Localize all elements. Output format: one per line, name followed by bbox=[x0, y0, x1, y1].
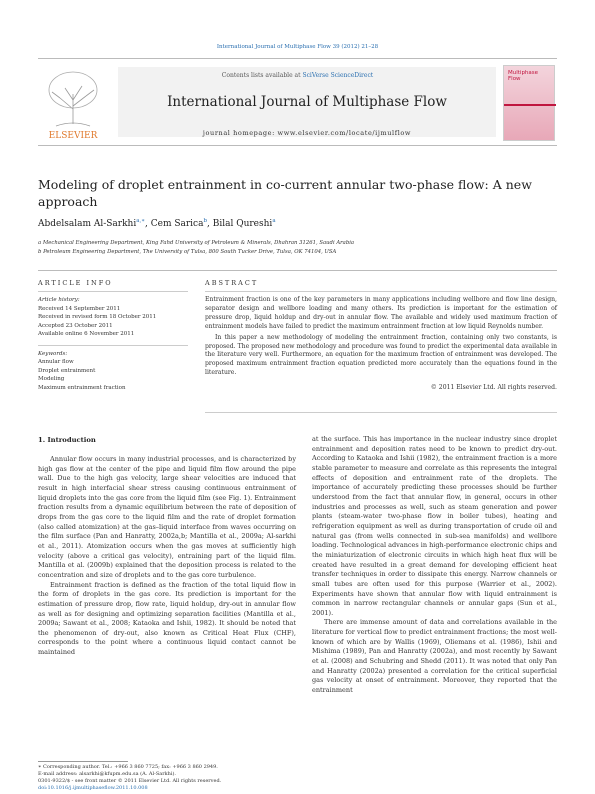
issn-line: 0301-9322/$ - see front matter © 2011 Elsevier Ltd. All rights reserved. bbox=[38, 778, 222, 784]
author-name: Cem Sarica bbox=[150, 219, 204, 229]
affiliation-b: b Petroleum Engineering Department, The University of Tulsa, 800 South Tucker Drive, Tulsa, OK 74104, USA bbox=[38, 249, 337, 255]
history-item: Received in revised form 18 October 2011 bbox=[38, 314, 157, 320]
abstract-paragraph: Entrainment fraction is one of the key parameters in many applications including wellbore and flow line design, separator design and wellbore loading and many others. Its prediction is important for the estimation of pressure drop, liquid holdup and dry-out in annular flow. The available and widely used maximum fraction of entrainment models have failed to predict the maximum entrainment fraction at low liquid Reynolds number. bbox=[205, 296, 557, 330]
article-info-panel bbox=[38, 279, 188, 392]
journal-homepage-link[interactable]: journal homepage: www.elsevier.com/locate/ijmulflow bbox=[202, 129, 412, 137]
body-paragraph: Annular flow occurs in many industrial processes, and is characterized by high gas flow at the center of the pipe and liquid film flow around the pipe wall. Due to the high gas velocity, large shear velocities are induced that result in high interfacial shear stress causing continuous entrainment of liquid droplets into the gas core from the liquid film (see Fig. 1). Entrainment fraction results from a dynamic equilibrium between the rate of deposition of drops from the gas core to the liquid film and the rate of droplet formation (also called atomization) at the gas–liquid interface from waves occurring on the film surface (Pan and Hanratty, 2002a,b; Mantilla et al., 2009a; Al-sarkhi et al., 2011). Atomization occurs when the gas moves at sufficiently high velocity (above a critical gas velocity), entraining part of the liquid film. Mantilla et al. (2009b) explained that the deposition process is related to the concentration and size of droplets and to the gas core turbulence. bbox=[38, 455, 296, 579]
doi-link[interactable]: doi:10.1016/j.ijmultiphaseflow.2011.10.008 bbox=[38, 785, 148, 791]
abstract-heading: ABSTRACT bbox=[205, 279, 259, 287]
body-paragraph: There are immense amount of data and correlations available in the literature for vertical flow to predict entrainment fractions; the most well-known of which are by Wallis (1969), Oliemans et al. (1986), Ishii and Mishima (1989), Pan and Hanratty (2002a), and most recently by Sawant et al. (2008) and Schubring and Shedd (2011). It was noted that only Pan and Hanratty (2002a) presented a correlation for the critical superficial gas velocity at onset of entrainment. Moreover, they reported that the entrainment bbox=[312, 618, 557, 695]
publisher-name: ELSEVIER bbox=[48, 131, 98, 141]
history-item: Available online 6 November 2011 bbox=[38, 331, 135, 337]
divider bbox=[38, 291, 188, 292]
author-affiliation-mark[interactable]: a,∗ bbox=[136, 218, 145, 224]
article-title: Modeling of droplet entrainment in co-current annular two-phase flow: A new approach bbox=[38, 177, 532, 209]
body-column-right bbox=[312, 435, 557, 696]
author-name: Bilal Qureshi bbox=[212, 219, 273, 229]
divider bbox=[38, 345, 188, 346]
abstract-panel bbox=[205, 279, 557, 391]
cover-title: Multiphase Flow bbox=[508, 70, 539, 82]
author-name: Abdelsalam Al-Sarkhi bbox=[38, 219, 137, 229]
footnote bbox=[38, 764, 296, 792]
section-heading: 1. Introduction bbox=[38, 436, 96, 444]
journal-header-box bbox=[38, 58, 557, 146]
cover-strip bbox=[504, 104, 556, 106]
history-item: Received 14 September 2011 bbox=[38, 305, 121, 312]
divider bbox=[205, 291, 557, 292]
abstract-paragraph: In this paper a new methodology of modeling the entrainment fraction, containing only two constants, is proposed. The proposed new methodology and procedure was found to predict the experimental data available in the literature very well. Furthermore, an equation for the maximum fraction of entrainment was developed. The proposed maximum entrainment fraction equation predicted more accurately than the equations found in the literature. bbox=[205, 333, 557, 377]
sciencedirect-link[interactable]: SciVerse ScienceDirect bbox=[302, 72, 374, 79]
keywords-label: Keywords: bbox=[38, 350, 68, 357]
divider bbox=[38, 270, 557, 271]
keyword: Modeling bbox=[38, 376, 65, 382]
contents-line bbox=[38, 72, 557, 79]
journal-title: International Journal of Multiphase Flow bbox=[167, 94, 447, 110]
body-column-left bbox=[38, 455, 296, 658]
body-paragraph: at the surface. This has importance in the nuclear industry since droplet entrainment and deposition rates need to be known to predict dry-out. According to Kataoka and Ishii (1982), the entrainment fraction is a more stable parameter to measure and correlate as this represents the integral effects of deposition and entrainment rate of the droplets. The importance of accurately predicting these processes should be further understood from the fact that annular flow, in general, occurs in other industries and processes as well, such as steam generation and power plants (steam-water two-phase flow in boiler tubes), heating and refrigeration equipment as well as during transportation of crude oil and natural gas (from wells connected in sub-sea manifolds) and wellbore loading. Technological advances in high-performance electronic chips and the miniaturization of electronic circuits in which high heat flux will be created have resulted in a great demand for developing efficient heat transfer techniques in order to dissipate this energy. Narrow channels or small tubes are often used for this purpose (Warrier et al., 2002). Experiments have shown that annular flow with liquid entrainment is common in narrow rectangular channels or annular gaps (Sun et al., 2001). bbox=[312, 435, 557, 617]
affiliation-a: a Mechanical Engineering Department, King Fahd University of Petroleum & Minerals, Dhahran 31261, Saudi Arabia bbox=[38, 240, 355, 246]
journal-cover-thumbnail bbox=[503, 65, 555, 141]
author-affiliation-mark[interactable]: a bbox=[272, 218, 276, 224]
article-info-heading: ARTICLE INFO bbox=[38, 279, 113, 287]
keyword: Droplet entrainment bbox=[38, 367, 96, 374]
corresponding-author-note: ∗ Corresponding author. Tel.: +966 3 860 7725; fax: +966 3 860 2949. bbox=[38, 764, 218, 770]
author-list: Abdelsalam Al-Sarkhi$^{a,∗}$, Cem Sarica$^b$, Bilal Qureshi$^a$ bbox=[38, 218, 276, 229]
journal-citation-header[interactable]: International Journal of Multiphase Flow 39 (2012) 21–28 bbox=[216, 44, 379, 50]
keyword: Maximum entrainment fraction bbox=[38, 384, 126, 391]
history-label: Article history: bbox=[38, 297, 80, 303]
contents-prefix: Contents lists available at bbox=[221, 72, 303, 79]
divider bbox=[205, 412, 557, 413]
email-note[interactable]: E-mail address: alsarkhi@kfupm.edu.sa (A. Al-Sarkhi). bbox=[38, 771, 177, 777]
body-paragraph: Entrainment fraction is defined as the fraction of the total liquid flow in the form of droplets in the gas core. Its prediction is important for the estimation of pressure drop, flow rate, liquid holdup, dry-out in annular flow as well as for designing and optimizing separation facilities (Mantilla et al., 2009a; Sawant et al., 2008; Kataoka and Ishii, 1982). It should be noted that the phenomenon of dry-out, also known as Critical Heat Flux (CHF), corresponds to the point where a continuous liquid contact cannot be maintained bbox=[38, 580, 296, 657]
copyright-notice: © 2011 Elsevier Ltd. All rights reserved. bbox=[430, 384, 557, 392]
keyword: Annular flow bbox=[38, 359, 74, 365]
author-affiliation-mark[interactable]: b bbox=[203, 218, 207, 224]
footnote-divider bbox=[38, 761, 128, 762]
history-item: Accepted 23 October 2011 bbox=[38, 322, 113, 329]
